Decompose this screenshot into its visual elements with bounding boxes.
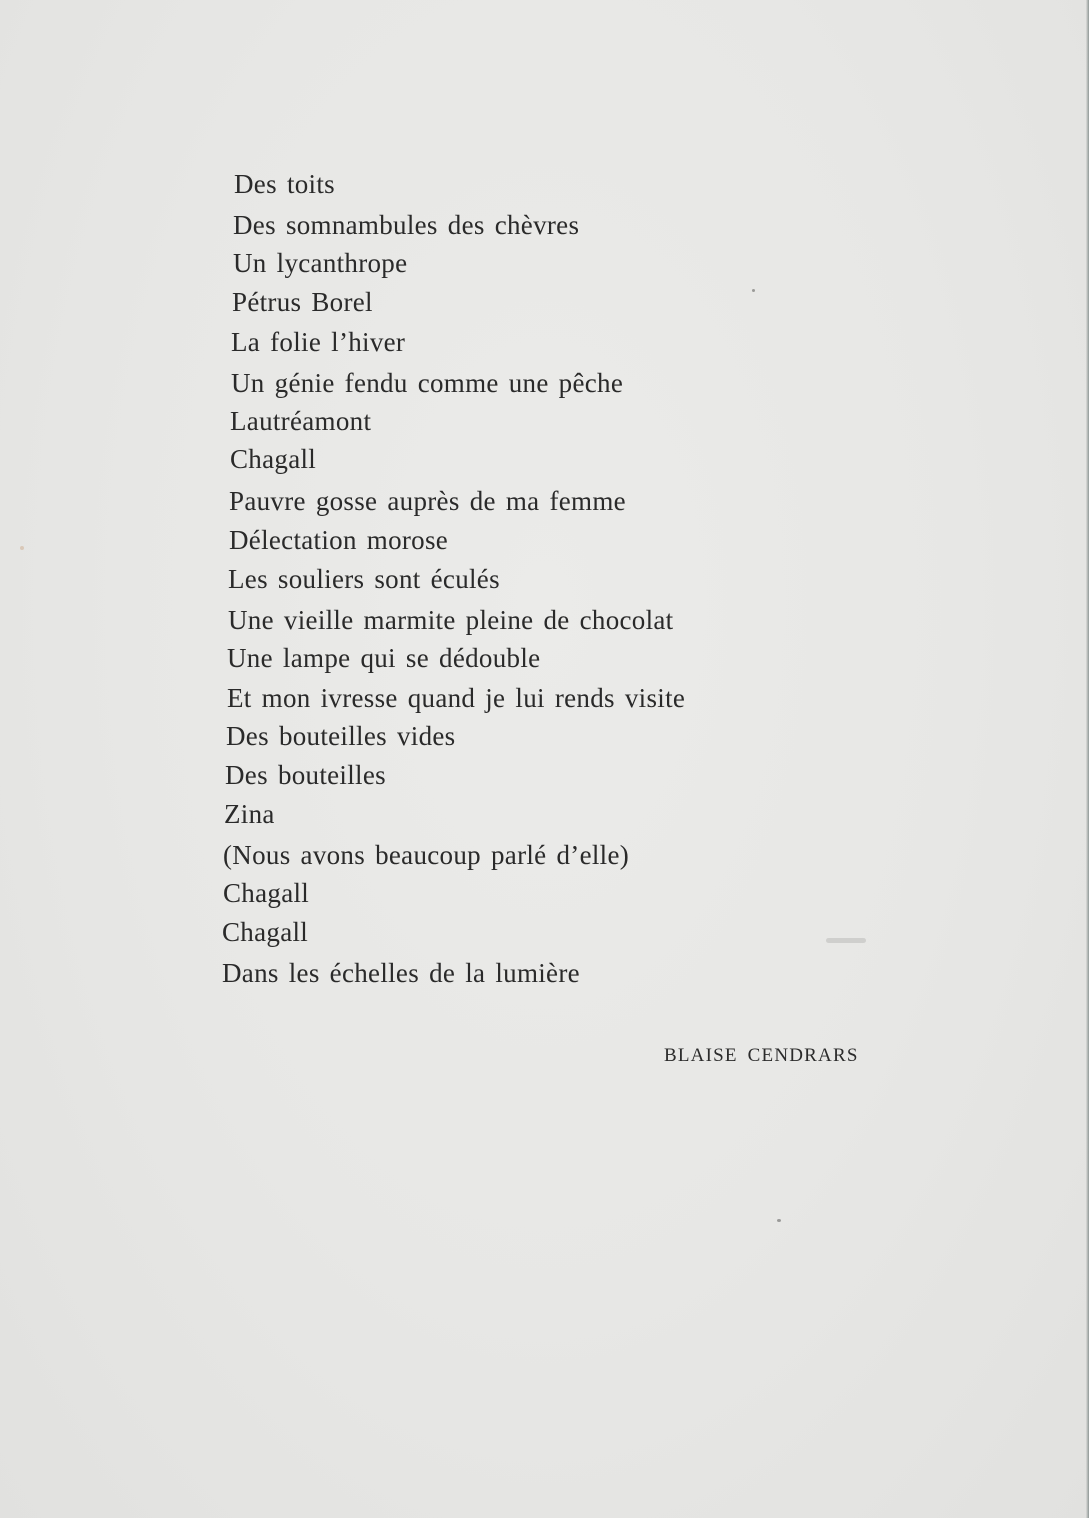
- poem-line: Les souliers sont éculés: [228, 564, 500, 594]
- author-signature: BLAISE CENDRARS: [664, 1045, 859, 1066]
- poem-line: (Nous avons beaucoup parlé d’elle): [223, 840, 630, 870]
- poem-line: Chagall: [223, 878, 310, 908]
- poem-line: Délectation morose: [229, 525, 449, 555]
- poem-line: Chagall: [230, 444, 317, 474]
- poem-line: Et mon ivresse quand je lui rends visite: [227, 683, 686, 713]
- poem-line: Une vieille marmite pleine de chocolat: [228, 605, 674, 635]
- poem-line: Des toits: [234, 169, 335, 199]
- poem-line: Lautréamont: [230, 406, 372, 436]
- poem-line: La folie l’hiver: [231, 327, 406, 357]
- poem-line: Chagall: [222, 917, 309, 947]
- poem-line: Des somnambules des chèvres: [233, 210, 580, 240]
- paper-speck: [777, 1219, 781, 1222]
- paper-speck: [752, 289, 755, 292]
- poem-line: Des bouteilles: [225, 760, 386, 790]
- poem-line: Une lampe qui se dédouble: [227, 643, 541, 673]
- paper-speck: [20, 546, 24, 550]
- poem-line: Des bouteilles vides: [226, 721, 456, 751]
- poem-line: Pauvre gosse auprès de ma femme: [229, 486, 626, 516]
- poem-line: Zina: [224, 799, 275, 829]
- poem-line: Dans les échelles de la lumière: [222, 958, 580, 988]
- poem-line: Un génie fendu comme une pêche: [231, 368, 624, 398]
- poem-line: Un lycanthrope: [233, 248, 408, 278]
- poem-line: Pétrus Borel: [232, 287, 373, 317]
- paper-speck: [826, 938, 866, 943]
